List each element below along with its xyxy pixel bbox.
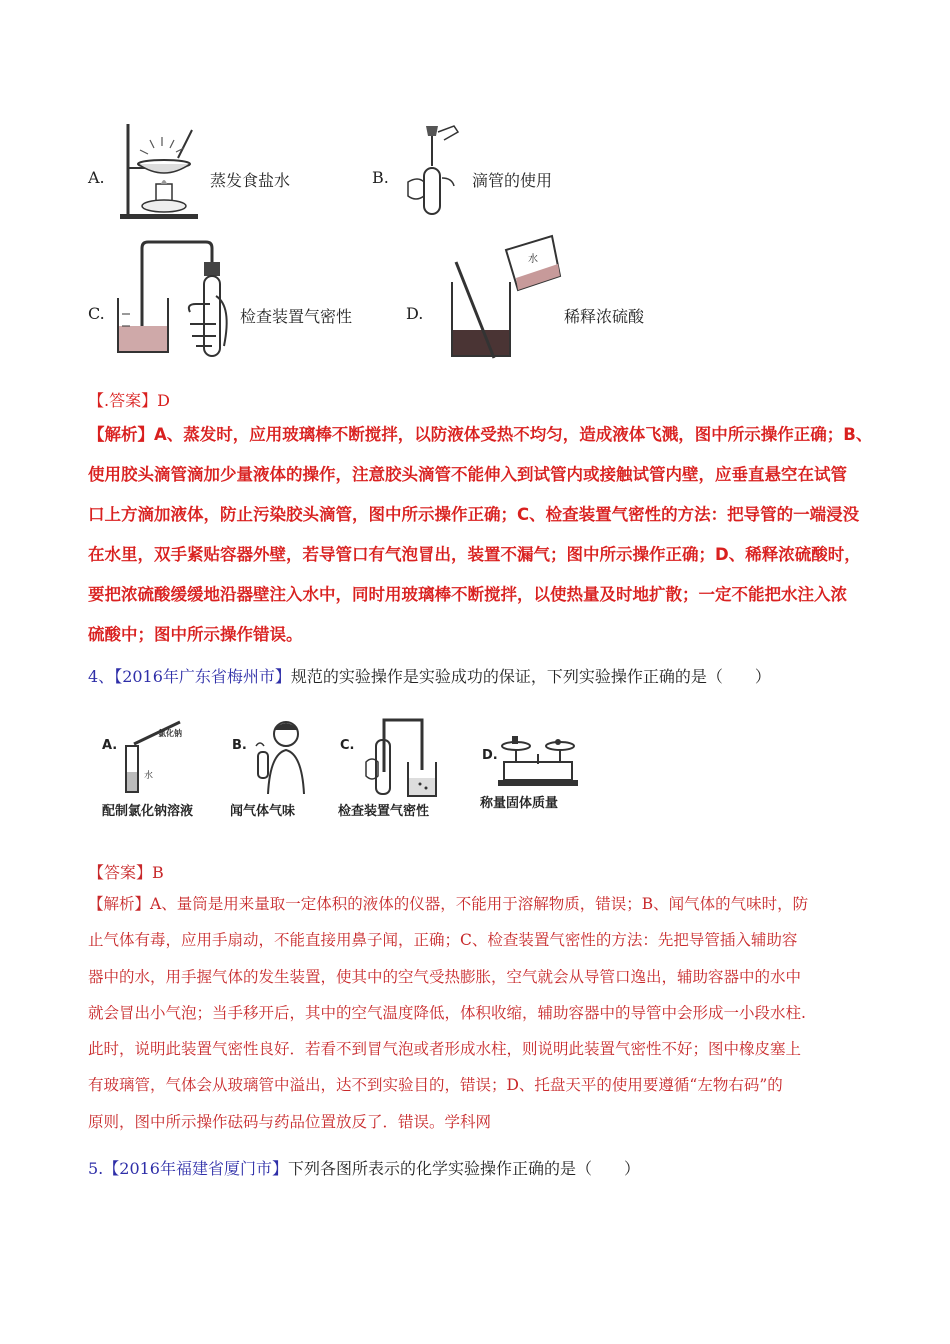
q4-text: 规范的实验操作是实验成功的保证，下列实验操作正确的是（ ）: [290, 667, 771, 686]
q4-stem: [88, 664, 771, 687]
option-c-label: 检查装置气密性: [240, 307, 353, 326]
q4-analysis-line: 【解析】A、量筒是用来量取一定体积的液体的仪器，不能用于溶解物质，错误；B、闻气体的气味时，防: [88, 895, 809, 913]
q3-analysis-line: 要把浓硫酸缓缓地沿器壁注入水中，同时用玻璃棒不断搅拌，以使热量及时地扩散；一定不能把水注入浓: [88, 585, 847, 604]
q4-fig-a-water: 水: [144, 771, 154, 781]
q4-fig-a-letter: A.: [102, 738, 118, 753]
q3-analysis-line: 在水里，双手紧贴容器外壁，若导管口有气泡冒出，装置不漏气；图中所示操作正确；D、稀释浓硫酸时，: [88, 545, 861, 564]
q4-fig-d-caption: 称量固体质量: [480, 796, 559, 811]
q4-analysis-line: 止气体有毒，应用手扇动，不能直接用鼻子闻，正确；C、检查装置气密性的方法：先把导管插入辅助容: [88, 931, 798, 950]
dilution-figure: [448, 232, 564, 360]
q3-answer: 【.答案】D: [88, 391, 170, 410]
q4-answer: 【答案】B: [88, 863, 164, 882]
q3-analysis-line: 口上方滴加液体，防止污染胶头滴管，图中所示操作正确；C、检查装置气密性的方法：把导管的一端浸没: [88, 505, 860, 524]
option-d-label: 稀释浓硫酸: [564, 307, 645, 326]
smelling-gas-figure: [250, 716, 320, 796]
q4-fig-a-caption: 配制氯化钠溶液: [102, 804, 194, 819]
q5-stem: [88, 1156, 640, 1179]
option-c-letter: C.: [88, 304, 105, 323]
option-b-label: 滴管的使用: [472, 171, 553, 190]
option-b-letter: B.: [372, 168, 389, 187]
option-d-letter: D.: [406, 304, 424, 323]
q5-text: 下列各图所表示的化学实验操作正确的是（ ）: [288, 1159, 641, 1178]
evaporation-figure: [118, 118, 200, 222]
q4-analysis-line: 器中的水，用手握气体的发生装置，使其中的空气受热膨胀，空气就会从导管口逸出，辅助容器中的水中: [88, 967, 802, 986]
q4-fig-c-letter: C.: [340, 738, 355, 753]
q4-analysis: [88, 886, 888, 1140]
q5-source-tag: 【2016年福建省厦门市】: [103, 1159, 288, 1178]
q4-analysis-line: 有玻璃管，气体会从玻璃管中溢出，达不到实验目的，错误；D、托盘天平的使用要遵循“左物右码”的: [88, 1076, 783, 1095]
q3-analysis-line: 硫酸中；图中所示操作错误。: [88, 625, 303, 644]
q4-fig-c-caption: 检查装置气密性: [338, 804, 430, 819]
q4-fig-b-letter: B.: [232, 738, 247, 753]
option-a-label: 蒸发食盐水: [210, 171, 291, 190]
q4-source-tag: 【2016年广东省梅州市】: [114, 667, 291, 686]
airtightness-figure: [112, 236, 236, 360]
dropper-figure: [402, 122, 464, 220]
q4-fig-a-nacl: 氯化钠: [158, 728, 182, 738]
q4-fig-d-letter: D.: [482, 748, 498, 763]
q3-analysis-line: 【解析】A、蒸发时，应用玻璃棒不断搅拌，以防液体受热不均匀，造成液体飞溅，图中所示操作正确；B、: [88, 425, 873, 444]
q4-airtightness-figure: [362, 712, 442, 800]
q4-analysis-line: 就会冒出小气泡；当手移开后，其中的空气温度降低，体积收缩，辅助容器中的导管中会形成一小段水柱.: [88, 1003, 806, 1022]
q4-analysis-line: 原则，图中所示操作砝码与药品位置放反了．错误。学科网: [88, 1112, 492, 1131]
q3-analysis-line: 使用胶头滴管滴加少量液体的操作，注意胶头滴管不能伸入到试管内或接触试管内壁，应垂直悬空在试管: [88, 465, 847, 484]
q3-analysis: [88, 415, 888, 655]
measuring-cylinder-figure: [120, 716, 200, 796]
q4-figures: [100, 712, 580, 822]
option-a-letter: A.: [88, 168, 105, 187]
q4-number: 4、: [88, 667, 115, 686]
svg-text:水: 水: [528, 254, 538, 265]
q4-analysis-line: 此时，说明此装置气密性良好．若看不到冒气泡或者形成水柱，则说明此装置气密性不好；图中橡皮塞上: [88, 1040, 802, 1059]
q4-fig-b-caption: 闻气体气味: [230, 804, 296, 819]
balance-figure: [492, 732, 584, 792]
q5-number: 5.: [88, 1159, 104, 1178]
